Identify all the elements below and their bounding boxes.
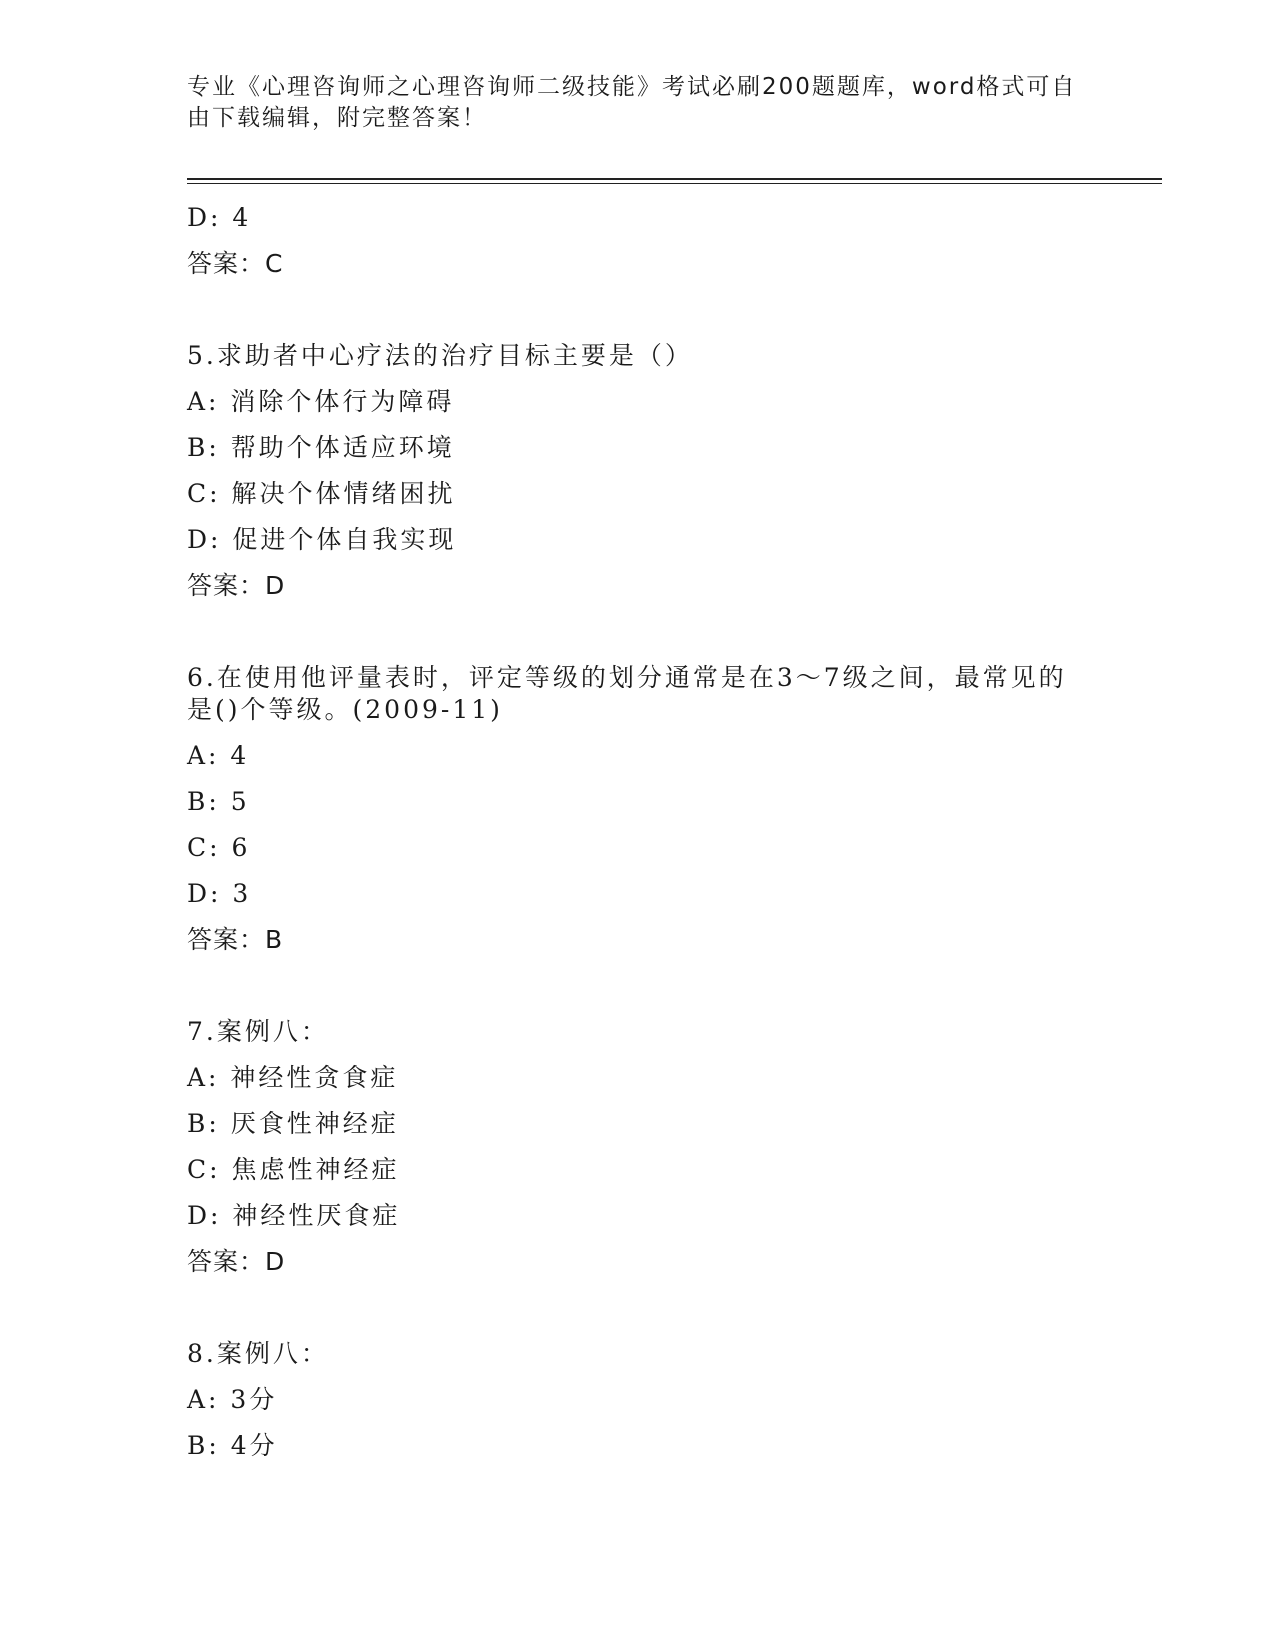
spacer (187, 963, 1087, 1009)
option-c: C: 解决个体情绪困扰 (187, 479, 456, 508)
option-b: B: 5 (187, 787, 250, 816)
option-b: B: 4分 (187, 1431, 278, 1460)
option-d: D: 4 (187, 203, 252, 232)
option-a: A: 3分 (187, 1385, 278, 1414)
option-a: A: 消除个体行为障碍 (187, 387, 455, 416)
document-header: 专业《心理咨询师之心理咨询师二级技能》考试必刷200题题库，word格式可自由下载编辑，附完整答案！ (187, 74, 1077, 131)
question-5 (187, 333, 1087, 609)
question-4-tail (187, 195, 1087, 287)
header-rule-thin (187, 183, 1162, 184)
option-d: D: 神经性厌食症 (187, 1201, 401, 1230)
option-b: B: 厌食性神经症 (187, 1109, 399, 1138)
answer: 答案：D (187, 571, 286, 600)
answer: 答案：D (187, 1247, 286, 1276)
question-stem: 7.案例八： (187, 1017, 329, 1046)
question-7 (187, 1009, 1087, 1285)
question-stem: 8.案例八： (187, 1339, 329, 1368)
option-c: C: 焦虑性神经症 (187, 1155, 400, 1184)
option-c: C: 6 (187, 833, 251, 862)
question-8 (187, 1331, 1087, 1469)
answer: 答案：C (187, 249, 284, 278)
spacer (187, 1285, 1087, 1331)
option-d: D: 3 (187, 879, 252, 908)
question-stem: 5.求助者中心疗法的治疗目标主要是（） (187, 341, 693, 370)
question-6 (187, 655, 1087, 963)
question-stem: 6.在使用他评量表时，评定等级的划分通常是在3～7级之间，最常见的是()个等级。(2009-11) (187, 663, 1067, 724)
answer: 答案：B (187, 925, 284, 954)
spacer (187, 609, 1087, 655)
option-b: B: 帮助个体适应环境 (187, 433, 455, 462)
option-a: A: 4 (187, 741, 250, 770)
option-a: A: 神经性贪食症 (187, 1063, 399, 1092)
spacer (187, 287, 1087, 333)
option-d: D: 促进个体自我实现 (187, 525, 457, 554)
question-list (187, 195, 1087, 1469)
header-rule-thick (187, 178, 1162, 180)
